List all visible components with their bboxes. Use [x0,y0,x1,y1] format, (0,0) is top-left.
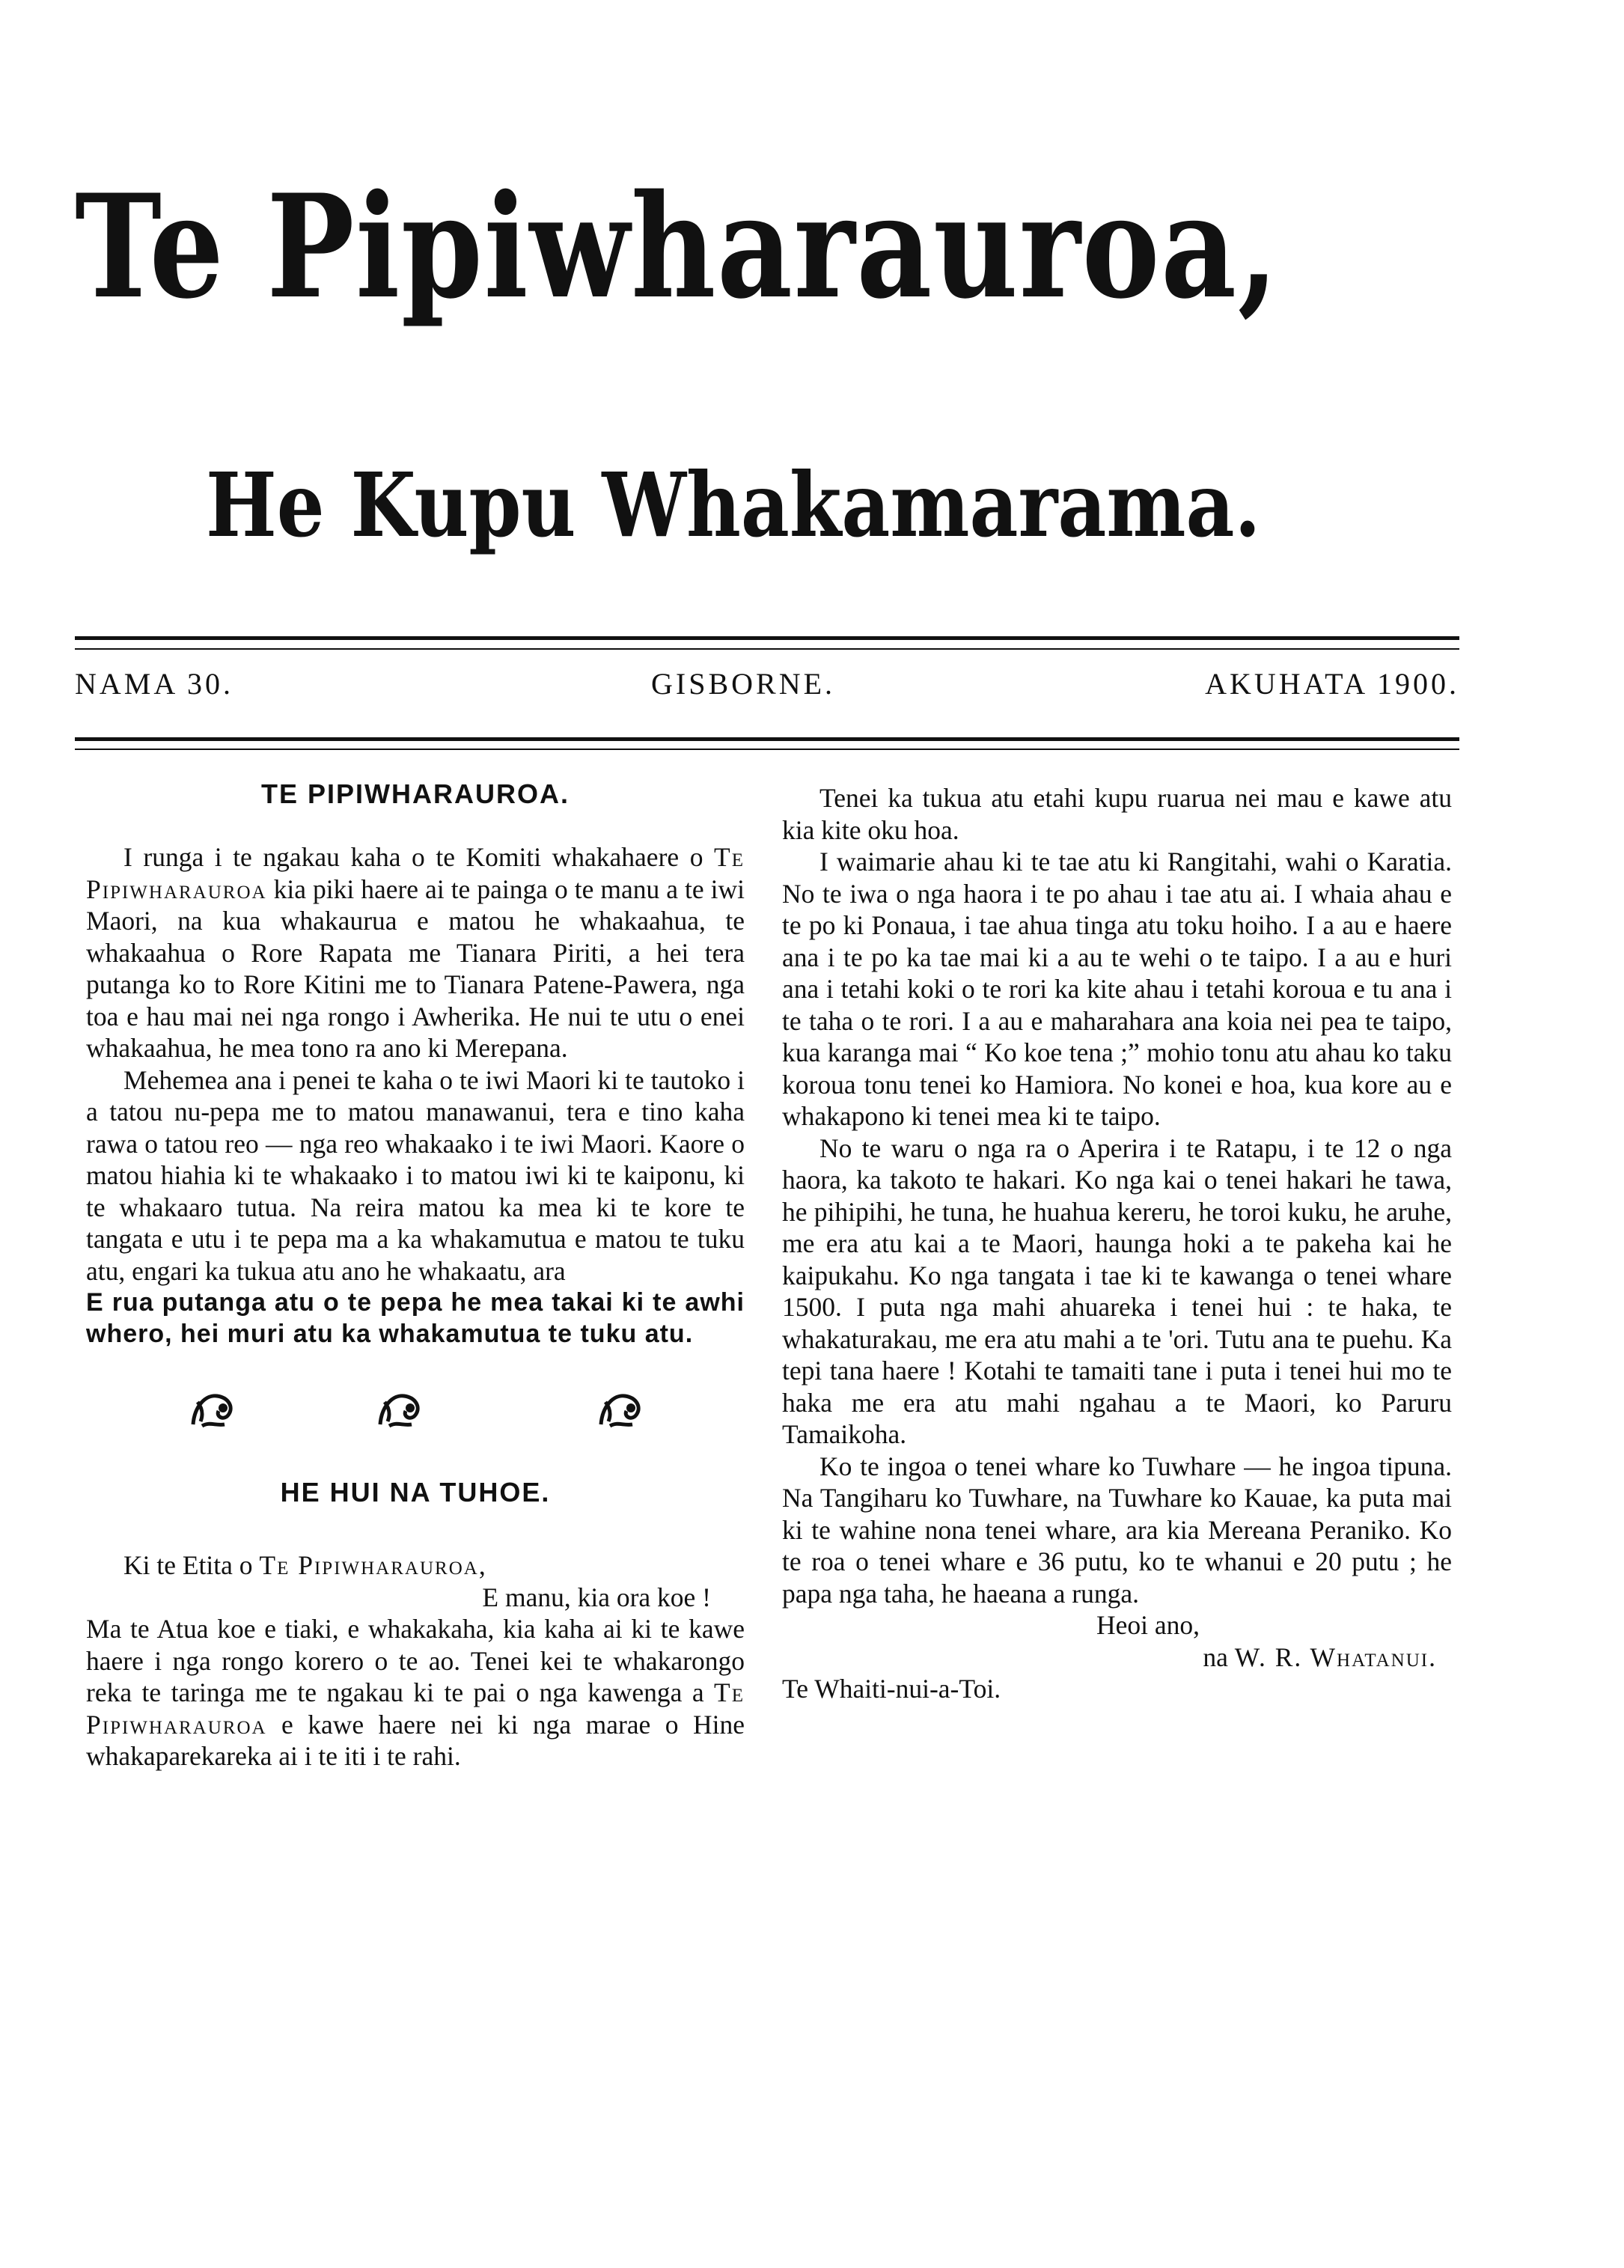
letter-salutation: Ki te Etita o Te Pipiwharauroa, [123,1550,486,1580]
letter-place: Te Whaiti-nui-a-Toi. [782,1674,1001,1704]
flourish-icon [595,1387,647,1432]
article-heading: HE HUI NA TUHOE. [280,1477,551,1508]
notice-text: E rua putanga atu o te pepa he mea takai ki te awhi whero, hei muri atu ka whakamutua te tuku atu. [86,1288,745,1348]
article-heading: TE PIPIWHARAUROA. [261,778,570,809]
subscription-notice [86,1287,745,1350]
issue-rule-bottom [75,737,1459,741]
article-paragraph: I waimarie ahau ki te tae atu ki Rangitahi, wahi o Karatia. No te iwa o nga haora i te po ahau i tae atu ai. I whaia ahau e te po ki Ponaua, i tae ahua tinga atu toku hoiho. I a au e haere ana i te po ka tae mai ki a au te wehi o te taipo. I a au e huri ana i tetahi koki o te rori ka kite ahau i tetahi koroua e tu ana i te taha o te rori. I a au e maharahara ana koia nei pea te taipo, kua karanga mai “ Ko koe tena ;” mohio tonu atu ahau ko taku koroua tonu tenei ko Hamiora. No konei e hoa, kua kore au e whakapono ki tenei mea ki te taipo. [782,847,1452,1131]
letter-signature: na W. R. Whatanui. [1203,1641,1437,1672]
article-paragraph: I runga i te ngakau kaha o te Komiti whakahaere o Te Pipiwharauroa kia piki haere ai te painga o te manu a te iwi Maori, na kua whakaurua e matou he whakaahua, te whakaahua o Rore Rapata me Tianara Piriti, a hei tera putanga ko to Rore Kitini me to Tianara Patene-Pawera, nga toa e hau mai nei nga rongo i Awherika. He nui te utu o enei whakaahua, he mea tono ra ano ki Merepana. [86,842,745,1063]
flourish-icon [187,1387,239,1432]
masthead-subtitle: He Kupu Whakamarama. [206,453,1261,557]
masthead-rule-top [75,636,1459,640]
left-column [86,778,745,1772]
letter-closing: Heoi ano, [1096,1610,1200,1640]
issue-number: NAMA 30. [75,667,234,701]
article-paragraph: No te waru o nga ra o Aperira i te Ratapu, i te 12 o nga haora, ka takoto te hakari. Ko nga kai o tenei hakari he tawa, he pihipihi, he tuna, he huahua kereru, he toroi kuku, he aruhe, me era atu kai a te Maori, haunga hoki a te pakeha kai he kaipukahu. Ko nga tangata i tae ki te kawanga o tenei whare 1500. I puta nga mahi ahuareka i tenei hui : te haka, te whakaturakau, me era atu mahi a te 'ori. Tutu ana te puehu. Ka tepi tana haere ! Kotahi te tamaiti tane i puta i tenei hui mo te haka me era atu mahi ngahau a te Maori, ko Paruru Tamaikoha. [782,1133,1452,1449]
issue-place: GISBORNE. [651,667,836,701]
issue-rule-bottom-thin [75,749,1459,750]
ornament-row [86,1387,745,1447]
article-paragraph: Ma te Atua koe e tiaki, e whakakaha, kia kaha ai ki te kawe haere i nga rongo korero o te ao. Tenei kei te whakarongo reka te taringa me te ngakau ki te pai o nga kawenga a Te Pipiwharauroa e kawe haere nei ki nga marae o Hine whakaparekareka ai i te iti i te rahi. [86,1614,745,1771]
flourish-icon [374,1387,427,1432]
masthead-rule-top-thin [75,648,1459,650]
article-paragraph: Mehemea ana i penei te kaha o te iwi Maori ki te tautoko i a tatou nu-pepa me to matou manawanui, tera e tino kaha rawa o tatou reo — nga reo whakaako i te iwi Maori. Kaore o matou hiahia ki te whakaako i to matou iwi ki te kaiponu, ki te whakaaro tutua. Na reira matou ka mea ki te kore te tangata e utu i te pepa ma a ka whakamutua e matou te tuku atu, engari ka tukua atu ano he whakaatu, ara [86,1064,745,1286]
issue-date: AKUHATA 1900. [1205,667,1459,701]
article-paragraph: Tenei ka tukua atu etahi kupu ruarua nei mau e kawe atu kia kite oku hoa. [782,783,1452,845]
article-paragraph: Ko te ingoa o tenei whare ko Tuwhare — he ingoa tipuna. Na Tangiharu ko Tuwhare, na Tuwhare ko Kauae, ka puta mai ki te wahine nona tenei whare, ara kia Mereana Peraniko. Ko te roa o tenei whare e 36 putu, ko te whanui e 20 putu ; he papa nga taha, he haeana a runga. [782,1451,1452,1609]
letter-greeting: E manu, kia ora koe ! [482,1582,711,1612]
issue-info-row [75,666,1459,711]
masthead-title: Te Pipiwharauroa, [75,163,1280,330]
right-column [782,782,1452,1705]
